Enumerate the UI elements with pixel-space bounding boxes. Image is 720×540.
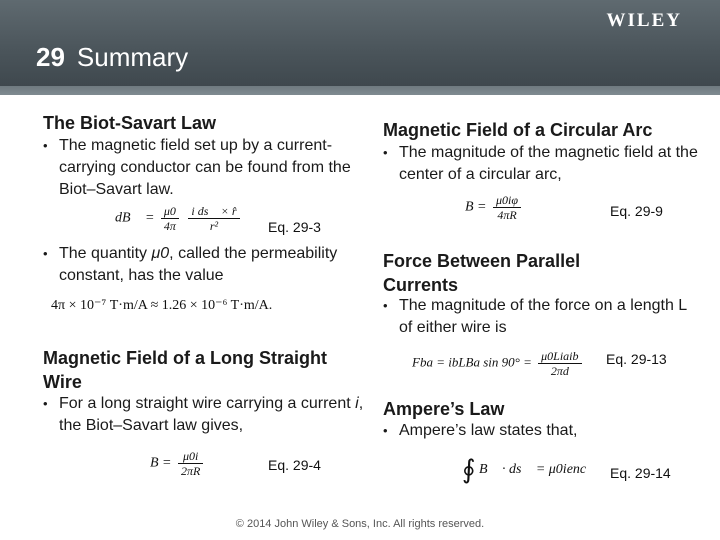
biot-lhs: dB⃗ = (115, 210, 155, 226)
chapter-number: 29 (36, 42, 65, 72)
biot-savart-heading: The Biot-Savart Law (43, 113, 217, 133)
arc-fraction (493, 193, 521, 222)
arc-numerator: μ0iφ (493, 193, 521, 208)
ampere-eq-label: Eq. 29-14 (610, 465, 671, 481)
biot-constant-numerator: μ0 (161, 204, 179, 219)
biot-constant-fraction (161, 204, 179, 233)
force-eq-label: Eq. 29-13 (606, 351, 667, 367)
force-fraction (538, 349, 581, 378)
biot-term-fraction (188, 204, 239, 233)
mu0-symbol: μ0 (151, 245, 170, 262)
arc-denominator: 4πR (497, 208, 517, 222)
parallel-force-equation (412, 349, 585, 378)
long-wire-bullet-i: i (355, 395, 359, 412)
arc-lhs: B = (465, 199, 487, 215)
long-wire-bullet-pre: For a long straight wire carrying a current (59, 395, 356, 412)
mu0-bullet-pre: The quantity (59, 245, 152, 262)
wiley-logo: WILEY (606, 10, 682, 31)
force-denominator: 2πd (550, 364, 569, 378)
biot-savart-bullet: • The magnetic field set up by a current- carrying conductor can be found from the Biot–Savart law. (43, 135, 359, 201)
parallel-currents-heading: Force Between Parallel Currents (383, 251, 581, 295)
ampere-body: B⃗ · ds⃗ = μ0ienc (479, 462, 587, 477)
biot-term-denominator: r² (209, 219, 219, 233)
circular-arc-heading: Magnetic Field of a Circular Arc (383, 120, 653, 140)
ampere-law-bullet: • Ampere’s law states that, (383, 420, 689, 442)
slide-title (36, 42, 188, 73)
long-wire-fraction (178, 449, 203, 478)
long-wire-numerator: μ0i (178, 449, 203, 464)
permeability-bullet (43, 243, 364, 287)
header-divider (0, 86, 720, 95)
mu0-bullet-post: , called the permeability constant, has the value (59, 245, 338, 284)
ampere-law-equation (462, 455, 586, 485)
title-text: Summary (76, 42, 189, 72)
circular-arc-bullet: • The magnitude of the magnetic field at the center of a circular arc, (383, 142, 704, 186)
permeability-value-equation: 4π × 10⁻⁷ T·m/A ≈ 1.26 × 10⁻⁶ T·m/A. (51, 298, 273, 313)
circular-arc-equation (465, 193, 524, 222)
force-numerator: μ0Liaib (538, 349, 581, 364)
biot-eq-label: Eq. 29-3 (268, 219, 321, 235)
biot-constant-denominator: 4π (163, 219, 176, 233)
ampere-integral: ∮ (462, 455, 476, 484)
ampere-law-heading: Ampere’s Law (383, 399, 505, 419)
long-wire-denominator: 2πR (181, 464, 201, 478)
arc-eq-label: Eq. 29-9 (610, 203, 663, 219)
long-wire-lhs: B = (150, 455, 172, 471)
force-lhs: Fba = ibLBa sin 90° = (412, 354, 532, 370)
long-wire-heading: Magnetic Field of a Long Straight Wire (43, 348, 328, 392)
biot-term-numerator: i ds⃗ × r̂ (188, 204, 239, 219)
parallel-currents-bullet: • The magnitude of the force on a length L of either wire is (383, 295, 689, 339)
long-wire-bullet-post: , the Biot–Savart law gives, (59, 395, 364, 434)
long-wire-bullet (43, 393, 364, 437)
biot-savart-equation (115, 204, 243, 233)
copyright-footer: © 2014 John Wiley & Sons, Inc. All rights reserved. (235, 518, 485, 530)
long-wire-equation (150, 449, 206, 478)
long-wire-eq-label: Eq. 29-4 (268, 457, 321, 473)
